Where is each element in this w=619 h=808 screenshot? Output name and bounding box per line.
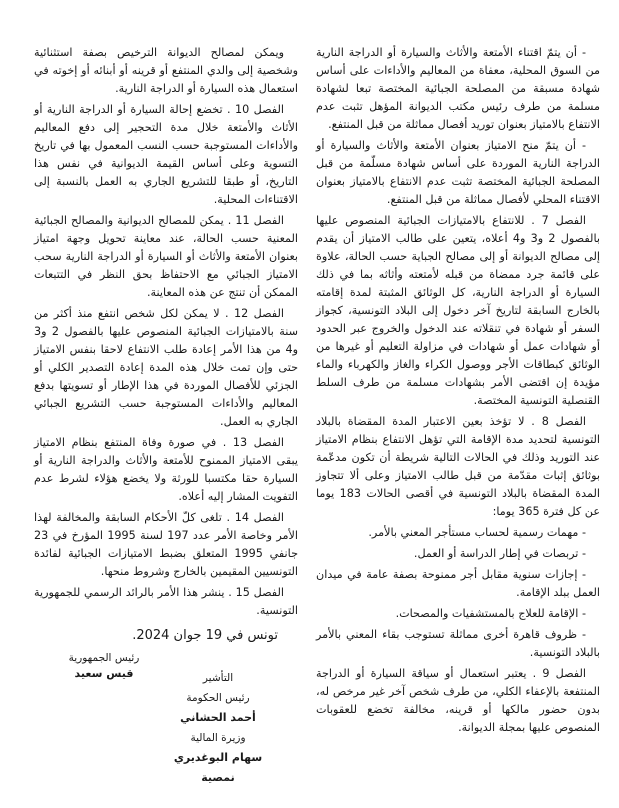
- article-7: الفصل 7 . للانتفاع بالامتيازات الجبائية المنصوص عليها بالفصول 2 و3 و4 أعلاه، يتعين على طالب الامتياز أن يقدم إلى مصالح الديوانة أو إلى مصالح الجباية حسب الحالة، علاوة على قائمة جرد ممضاة من قبله لأمتعته وأثاثه بما في ذلك السيارة أو الدراجة النارية، كل الوثائق المثبتة لمدة إقامته بالخارج السابقة لتاريخ آخر دخول إلى البلاد التونسية، كجواز السفر أو شهادة في تنقلاته عند الدخول والخروج عبر الحدود أو شهادات عمل أو شهادات في مزاولة التعليم أو غيرها من الوثائق كبطاقات الأجر ووصول الكراء والغاز والكهرباء والماء مؤيدة إن اقتضى الأمر بشهادات مسلمة من طرف السلط القنصلية التونسية المختصة.: [316, 214, 600, 407]
- list-item: - تربصات في إطار الدراسة أو العمل.: [413, 547, 586, 560]
- right-column: [316, 44, 600, 788]
- article-15: الفصل 15 . ينشر هذا الأمر بالرائد الرسمي للجمهورية التونسية.: [34, 586, 298, 617]
- president-signature: [54, 650, 154, 682]
- article-13: الفصل 13 . في صورة وفاة المنتفع بنظام الامتياز يبقى الامتياز الممنوح للأمتعة والأثاث والدراجة النارية أو السيارة حقا مكتسبا للورثة ولا يخضع هؤلاء لشرط عدم التفويت المشار إليه أعلاه.: [34, 436, 298, 503]
- finance-name: سهام البوغديري نمصية: [173, 751, 263, 784]
- pm-title: رئيس الحكومة: [186, 692, 250, 704]
- pm-name: أحمد الحشاني: [180, 711, 256, 724]
- article-10: الفصل 10 . تخضع إحالة السيارة أو الدراجة النارية أو الأثاث والأمتعة خلال مدة التحجير إلى دفع المعاليم والأداءات المستوجبة حسب النسب المعمول بها في تاريخ التسوية وعلى أساس القيمة الديوانية في نفس هذا التاريخ، أو طبقا للتشريع الجاري به العمل بالنسبة إلى الاقتناءات المحلية.: [34, 103, 298, 206]
- list-item: - إجازات سنوية مقابل أجر ممنوحة بصفة عامة في ميدان العمل ببلد الإقامة.: [316, 568, 600, 599]
- president-name: قيس سعيد: [74, 667, 134, 680]
- article-12: الفصل 12 . لا يمكن لكل شخص انتفع منذ أكثر من سنة بالامتيازات الجبائية المنصوص عليها بالفصول 2 و3 و4 من هذا الأمر إعادة طلب الانتفاع لاحقا بنفس الامتياز حتى وإن تمت خلال هذه المدة إعادة التصدير الكلي أو الجزئي للأفصال الموردة في هذا الإطار أو تسويتها بدفع المعاليم والأداءات المستوجبة حسب التشريع الجبائي الجاري به العمل.: [34, 307, 298, 428]
- president-title: رئيس الجمهورية: [68, 652, 140, 664]
- article-9: الفصل 9 . يعتبر استعمال أو سياقة السيارة أو الدراجة المنتفعة بالإعفاء الكلي، من طرف شخص آخر غير مرخص له، بدون حضور مالكها أو قرينه، مخالفة تخضع للعقوبات المنصوص عليها بمجلة الديوانة.: [316, 667, 600, 734]
- list-item: - ظروف قاهرة أخرى مماثلة تستوجب بقاء المعني بالأمر بالبلاد التونسية.: [316, 628, 600, 659]
- list-item: - الإقامة للعلاج بالمستشفيات والمصحات.: [395, 607, 586, 620]
- list-item: - مهمات رسمية لحساب مستأجر المعني بالأمر.: [368, 526, 586, 539]
- finance-title: وزيرة المالية: [190, 732, 246, 744]
- paragraph: - أن يتمّ اقتناء الأمتعة والأثاث والسيارة أو الدراجة النارية من السوق المحلية، معفاة من المعاليم والأداءات على أساس شهادة مسبقة من المصلحة الجبائية المختصة تبعا لشهادة مسلمة من طرف رئيس مكتب الديوانة المؤهل تثبت عدم الانتفاع بالامتياز بعنوان توريد أفصال مماثلة من قبل المنتفع.: [316, 46, 600, 131]
- left-column: [34, 44, 298, 788]
- countersignatures: [158, 668, 278, 788]
- article-8: الفصل 8 . لا تؤخذ بعين الاعتبار المدة المقضاة بالبلاد التونسية لتحديد مدة الإقامة التي تؤهل الانتفاع بنظام الامتياز عند التوريد وذلك في الحالات التالية شريطة أن تكون مدعّمة بوثائق إثبات مقدّمة من قبل طالب الامتياز وعلى ألا تتجاوز المدة المقضاة بالبلاد التونسية في أقصى الحالات 183 يوما عن كل فترة 365 يوما:: [316, 415, 601, 518]
- countersign-label: التأشير: [202, 672, 234, 684]
- article-11: الفصل 11 . يمكن للمصالح الديوانية والمصالح الجبائية المعنية حسب الحالة، عند معاينة تحويل وجهة امتياز بعنوان الأمتعة والأثاث أو السيارة أو الدراجة النارية سحب الامتياز الجبائي مع الاحتفاظ بحق النظر في التتبعات الممكن أن تنتج عن هذه المعاينة.: [34, 214, 298, 299]
- paragraph: - أن يتمّ منح الامتياز بعنوان الأمتعة والأثاث والسيارة أو الدراجة النارية الموردة على أساس شهادة مسلّمة من قبل المصلحة الجبائية المختصة تثبت عدم الانتفاع بالامتياز بعنوان الاقتناء المحلي لأفصال مماثلة من قبل المنتفع.: [316, 139, 600, 206]
- article-14: الفصل 14 . تلغى كلّ الأحكام السابقة والمخالفة لهذا الأمر وخاصة الأمر عدد 197 لسنة 1995 المؤرخ في 23 جانفي 1995 المتعلق بضبط الامتيازات الجبائية لفائدة التونسيين المقيمين بالخارج وشروط منحها.: [34, 511, 298, 578]
- paragraph: ويمكن لمصالح الديوانة الترخيص بصفة استثنائية وشخصية إلى والدي المنتفع أو قرينه أو أبنائه أو إخوته في استعمال هذه السيارة أو الدراجة النارية.: [34, 46, 298, 95]
- signing-date: تونس في 19 جوان 2024.: [132, 628, 278, 643]
- signature-area: [34, 650, 298, 788]
